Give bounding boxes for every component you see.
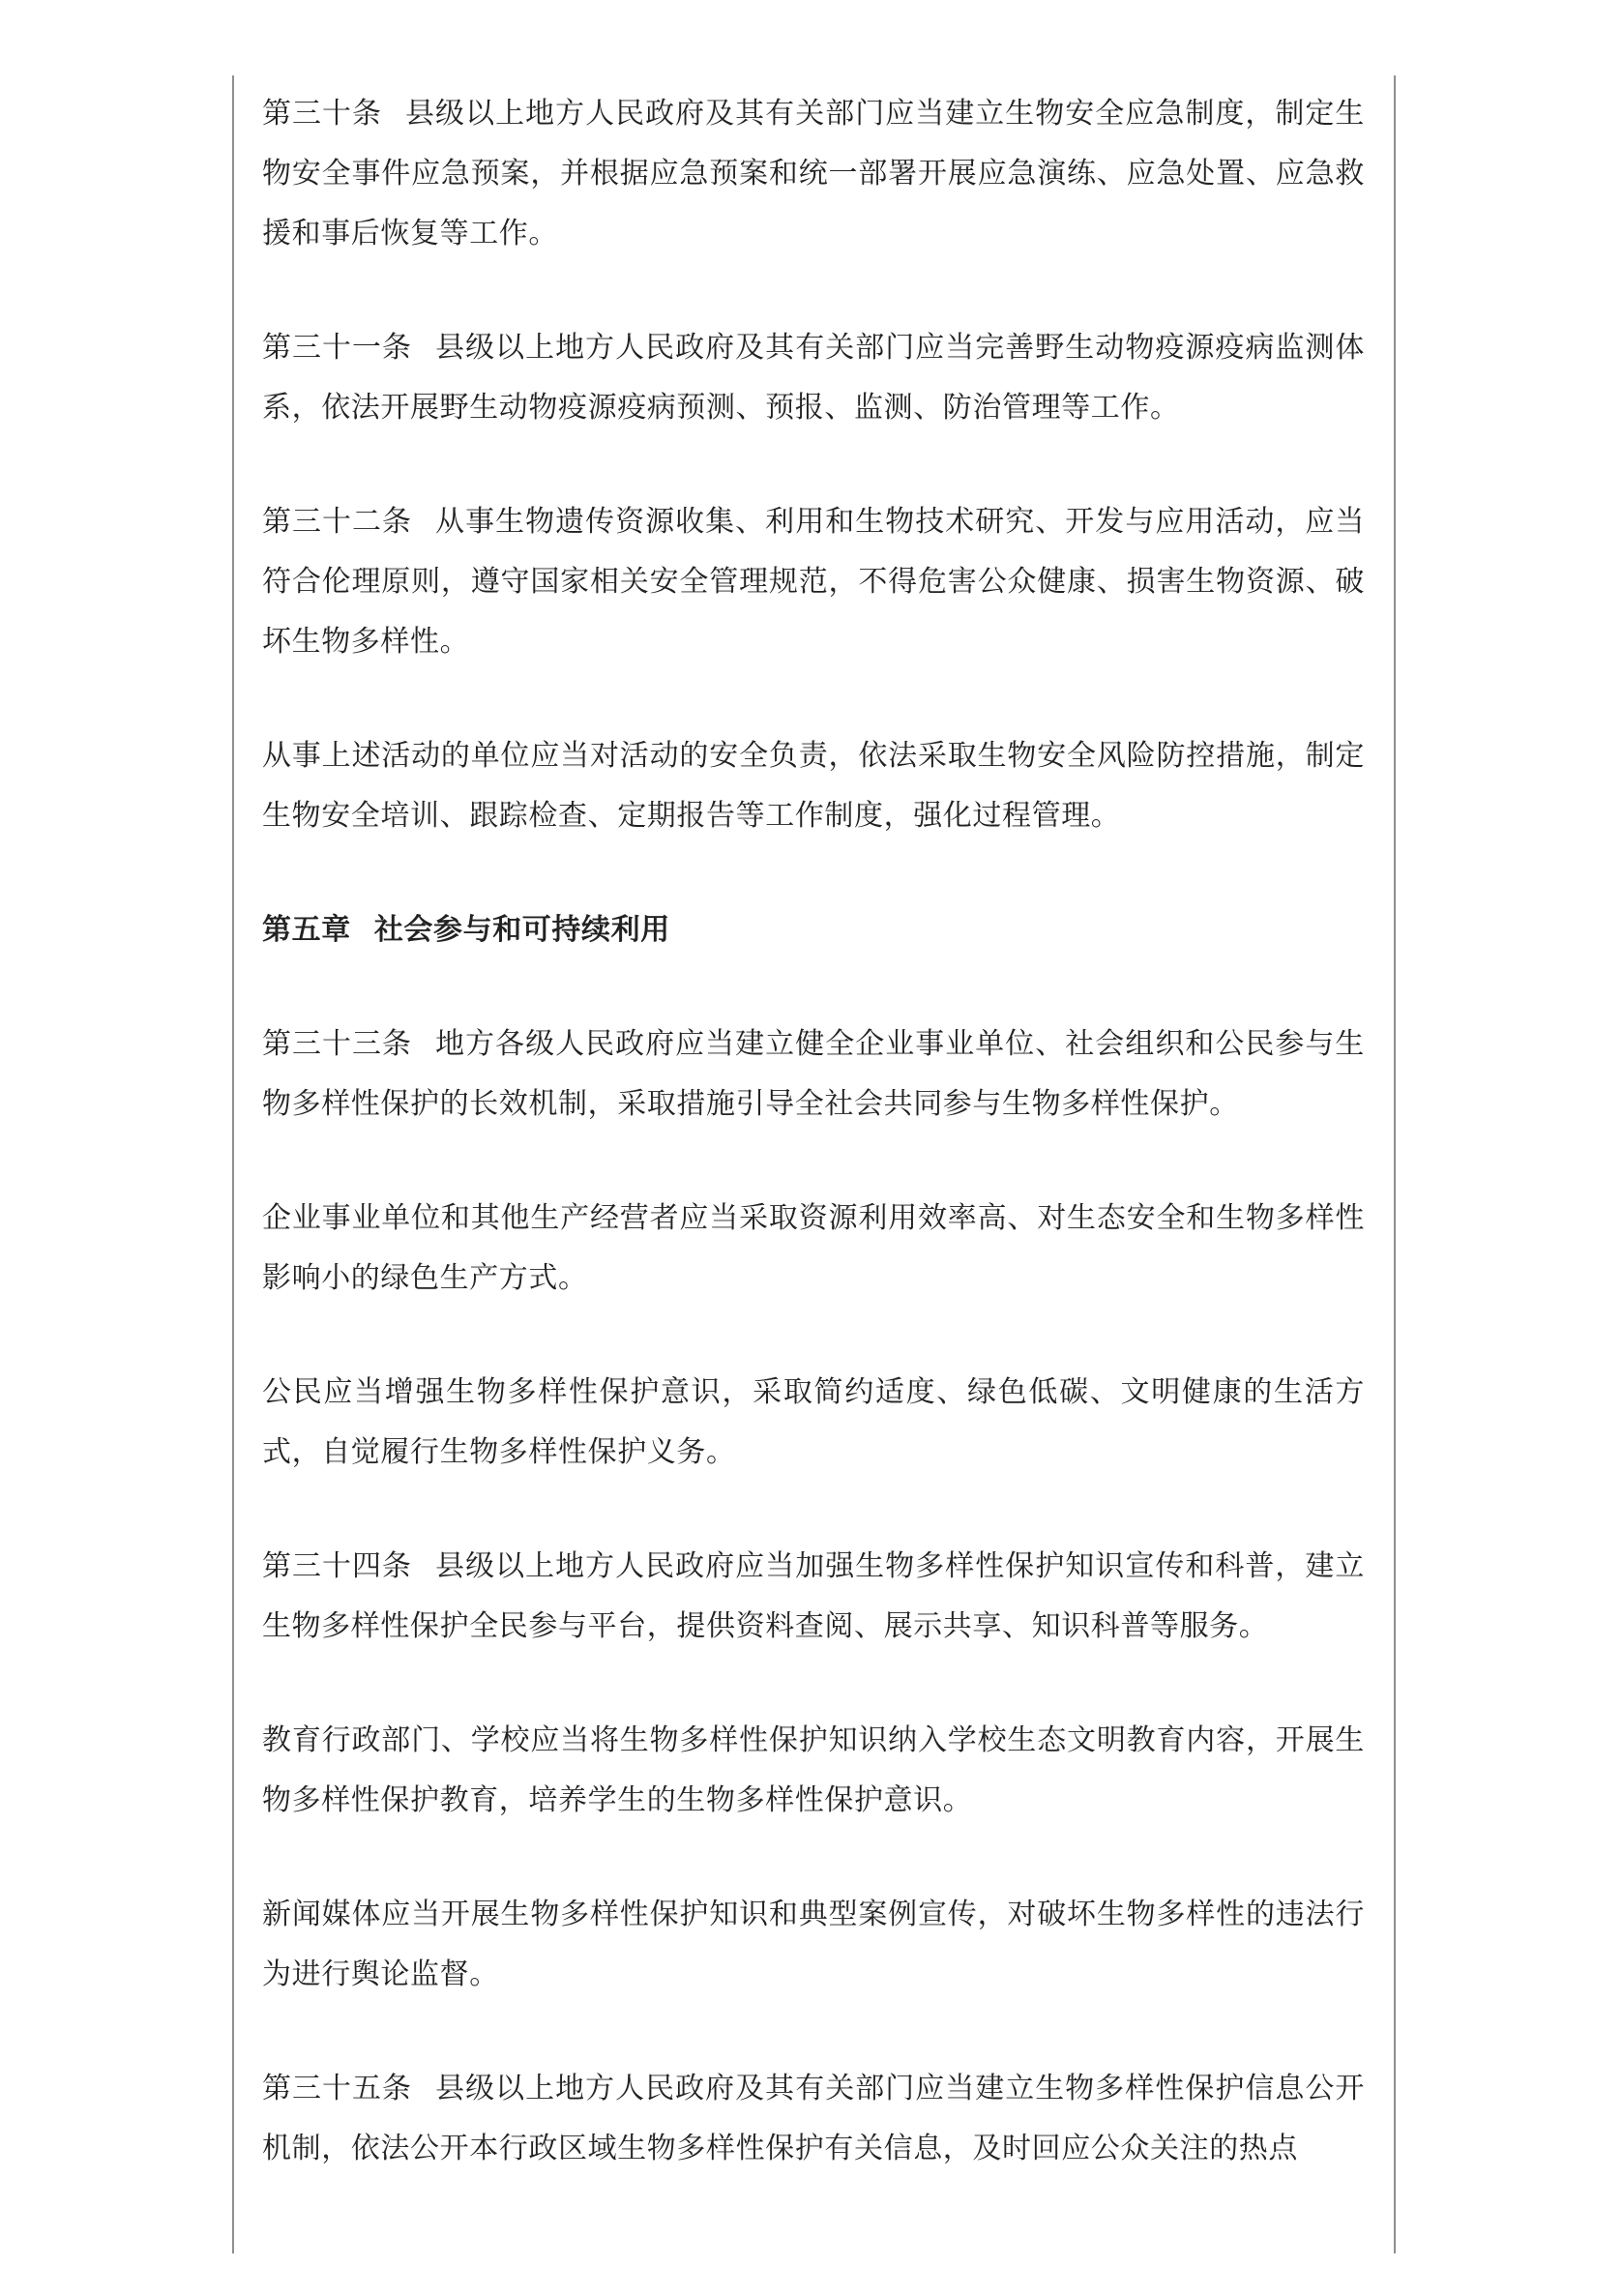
article-text: 从事生物遗传资源收集、利用和生物技术研究、开发与应用活动，应当符合伦理原则，遵守国家相关安全管理规范，不得危害公众健康、损害生物资源、破坏生物多样性。 xyxy=(262,505,1365,659)
article-34 xyxy=(262,1537,1365,1657)
article-number: 第三十三条 xyxy=(262,1027,413,1061)
article-34-paragraph-2: 教育行政部门、学校应当将生物多样性保护知识纳入学校生态文明教育内容，开展生物多样性保护教育，培养学生的生物多样性保护意识。 xyxy=(262,1723,1365,1817)
article-33 xyxy=(262,1015,1365,1134)
chapter-title: 社会参与和可持续利用 xyxy=(373,913,670,947)
article-text: 县级以上地方人民政府及其有关部门应当完善野生动物疫源疫病监测体系，依法开展野生动物疫源疫病预测、预报、监测、防治管理等工作。 xyxy=(262,331,1365,425)
article-number: 第三十条 xyxy=(262,97,383,131)
article-number: 第三十五条 xyxy=(262,2072,413,2105)
article-34-paragraph-3: 新闻媒体应当开展生物多样性保护知识和典型案例宣传，对破坏生物多样性的违法行为进行舆论监督。 xyxy=(262,1898,1365,1991)
article-33-paragraph-2: 企业事业单位和其他生产经营者应当采取资源利用效率高、对生态安全和生物多样性影响小的绿色生产方式。 xyxy=(262,1201,1365,1295)
right-margin-rule xyxy=(1394,75,1396,2253)
article-number: 第三十二条 xyxy=(262,505,413,539)
article-35 xyxy=(262,2059,1365,2179)
article-32-paragraph-2: 从事上述活动的单位应当对活动的安全负责，依法采取生物安全风险防控措施，制定生物安全培训、跟踪检查、定期报告等工作制度，强化过程管理。 xyxy=(262,739,1365,833)
chapter-number: 第五章 xyxy=(262,913,351,947)
article-33-paragraph-3: 公民应当增强生物多样性保护意识，采取简约适度、绿色低碳、文明健康的生活方式，自觉履行生物多样性保护义务。 xyxy=(262,1375,1365,1469)
article-text: 县级以上地方人民政府及其有关部门应当建立生物多样性保护信息公开机制，依法公开本行政区域生物多样性保护有关信息，及时回应公众关注的热点 xyxy=(262,2072,1365,2165)
article-31 xyxy=(262,318,1365,438)
left-margin-rule xyxy=(232,75,234,2253)
article-text: 县级以上地方人民政府及其有关部门应当建立生物安全应急制度，制定生物安全事件应急预案，并根据应急预案和统一部署开展应急演练、应急处置、应急救援和事后恢复等工作。 xyxy=(262,97,1365,250)
article-number: 第三十一条 xyxy=(262,331,413,365)
document-body xyxy=(262,84,1365,2179)
article-text: 地方各级人民政府应当建立健全企业事业单位、社会组织和公民参与生物多样性保护的长效机制，采取措施引导全社会共同参与生物多样性保护。 xyxy=(262,1027,1365,1121)
article-30 xyxy=(262,84,1365,264)
article-32 xyxy=(262,492,1365,672)
chapter-heading xyxy=(262,900,1365,960)
article-number: 第三十四条 xyxy=(262,1549,413,1583)
article-text: 县级以上地方人民政府应当加强生物多样性保护知识宣传和科普，建立生物多样性保护全民参与平台，提供资料查阅、展示共享、知识科普等服务。 xyxy=(262,1549,1365,1643)
